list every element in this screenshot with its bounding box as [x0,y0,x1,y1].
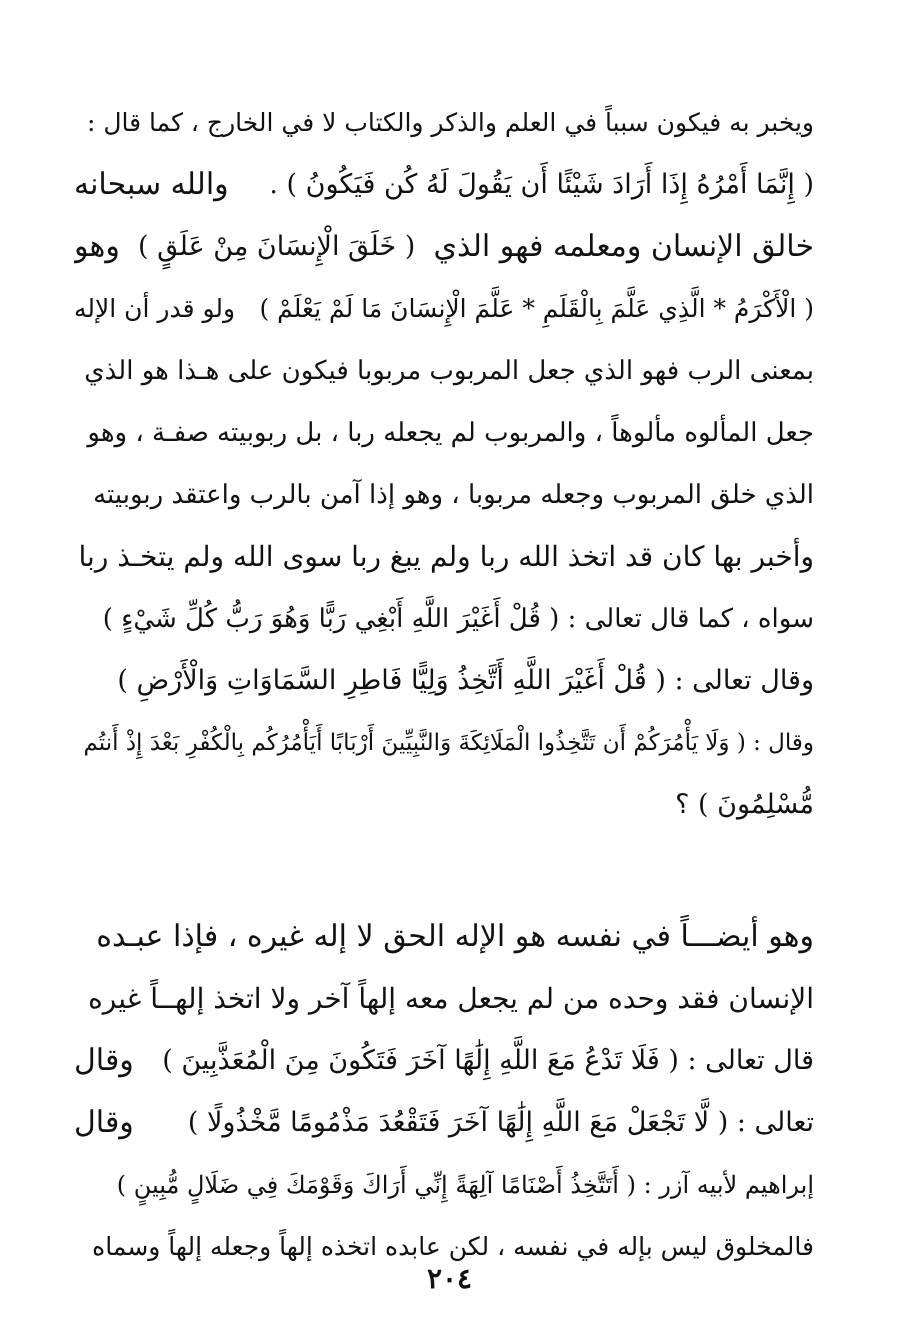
line-text: وهو أيضـــاً في نفسه هو الإله الحق لا إله غيره ، فإذا عبـده [96,919,814,954]
line-text: وقال [74,1105,134,1140]
line-text-with-verse: تعالى : ( لَّا تَجْعَلْ مَعَ اللَّهِ إِلَٰهًا آخَرَ فَتَقْعُدَ مَذْمُومًا مَّخْذُولًا ) [187,1107,814,1138]
line-text: ولو قدر أن الإله [74,294,236,323]
line-text-with-verse: سواه ، كما قال تعالى : ( قُلْ أَغَيْرَ اللَّهِ أَبْغِي رَبًّا وَهُوَ رَبُّ كُلِّ شَيْءٍ ) [102,604,814,634]
line-text: خالق الإنسان ومعلمه فهو الذي [433,229,814,264]
text-line [74,154,814,216]
text-line [74,340,814,402]
page-number: ٢٠٤ [426,1262,473,1295]
line-text: والله سبحانه [74,167,229,202]
line-text-with-verse: وقال تعالى : ( قُلْ أَغَيْرَ اللَّهِ أَتَّخِذُ وَلِيًّا فَاطِرِ السَّمَاوَاتِ وَالْأَرْضِ ) [117,665,814,696]
text-line [74,906,814,968]
line-text-with-verse: وقال : ( وَلَا يَأْمُرَكُمْ أَن تَتَّخِذُوا الْمَلَائِكَةَ وَالنَّبِيِّينَ أَرْبَابًا أَيَأْمُرُكُم بِالْكُفْرِ بَعْدَ إِذْ أَنتُم [83,730,814,756]
line-text: جعل المألوه مألوهاً ، والمربوب لم يجعله ربا ، بل ربوبيته صفـة ، وهو [87,418,814,448]
line-text-with-verse: إبراهيم لأبيه آزر : ( أَتَتَّخِذُ أَصْنَامًا آلِهَةً إِنِّي أَرَاكَ وَقَوْمَكَ فِي ضَلَالٍ مُّبِينٍ ) [116,1171,814,1199]
line-text: وقال [74,1043,134,1078]
text-line [74,464,814,526]
line-text: الإنسان فقد وحده من لم يجعل معه إلهاً آخر ولا اتخذ إلهــاً غيره [88,982,814,1015]
line-text: وهو [74,229,120,264]
quran-verse: ( خَلَقَ الْإِنسَانَ مِنْ عَلَقٍ ) [138,231,416,262]
line-text: ويخبر به فيكون سبباً في العلم والذكر والكتاب لا في الخارج ، كما قال : [86,108,814,137]
text-line [74,1154,814,1216]
quran-verse: مُّسْلِمُونَ ) ؟ [675,789,814,820]
line-text: بمعنى الرب فهو الذي جعل المربوب مربوبا فيكون على هـذا هو الذي [84,356,814,386]
text-line [74,1030,814,1092]
paragraph-spacer [74,836,814,906]
text-line [74,216,814,278]
text-line [74,968,814,1030]
line-text: فالمخلوق ليس بإله في نفسه ، لكن عابده اتخذه إلهاً وجعله إلهاً وسماه [92,1232,814,1261]
text-line [74,712,814,774]
text-line [74,278,814,340]
page-body [74,92,814,1278]
paragraph-2 [74,906,814,1278]
line-text: وأخبر بها كان قد اتخذ الله ربا ولم يبغ ربا سوى الله ولم يتخـذ ربا [78,540,814,573]
text-line [74,1092,814,1154]
text-line [74,588,814,650]
quran-verse: ( إِنَّمَا أَمْرُهُ إِذَا أَرَادَ شَيْئًا أَن يَقُولَ لَهُ كُن فَيَكُونُ ) . [269,169,814,200]
text-line [74,526,814,588]
text-line [74,774,814,836]
text-line [74,92,814,154]
line-text-with-verse: قال تعالى : ( فَلَا تَدْعُ مَعَ اللَّهِ إِلَٰهًا آخَرَ فَتَكُونَ مِنَ الْمُعَذَّبِينَ ) [162,1045,814,1076]
quran-verse: ( الْأَكْرَمُ * الَّذِي عَلَّمَ بِالْقَلَمِ * عَلَّمَ الْإِنسَانَ مَا لَمْ يَعْلَمْ ) [259,294,814,323]
paragraph-1 [74,92,814,836]
line-text: الذي خلق المربوب وجعله مربوبا ، وهو إذا آمن بالرب واعتقد ربوبيته [93,480,814,510]
text-line [74,402,814,464]
text-line [74,650,814,712]
